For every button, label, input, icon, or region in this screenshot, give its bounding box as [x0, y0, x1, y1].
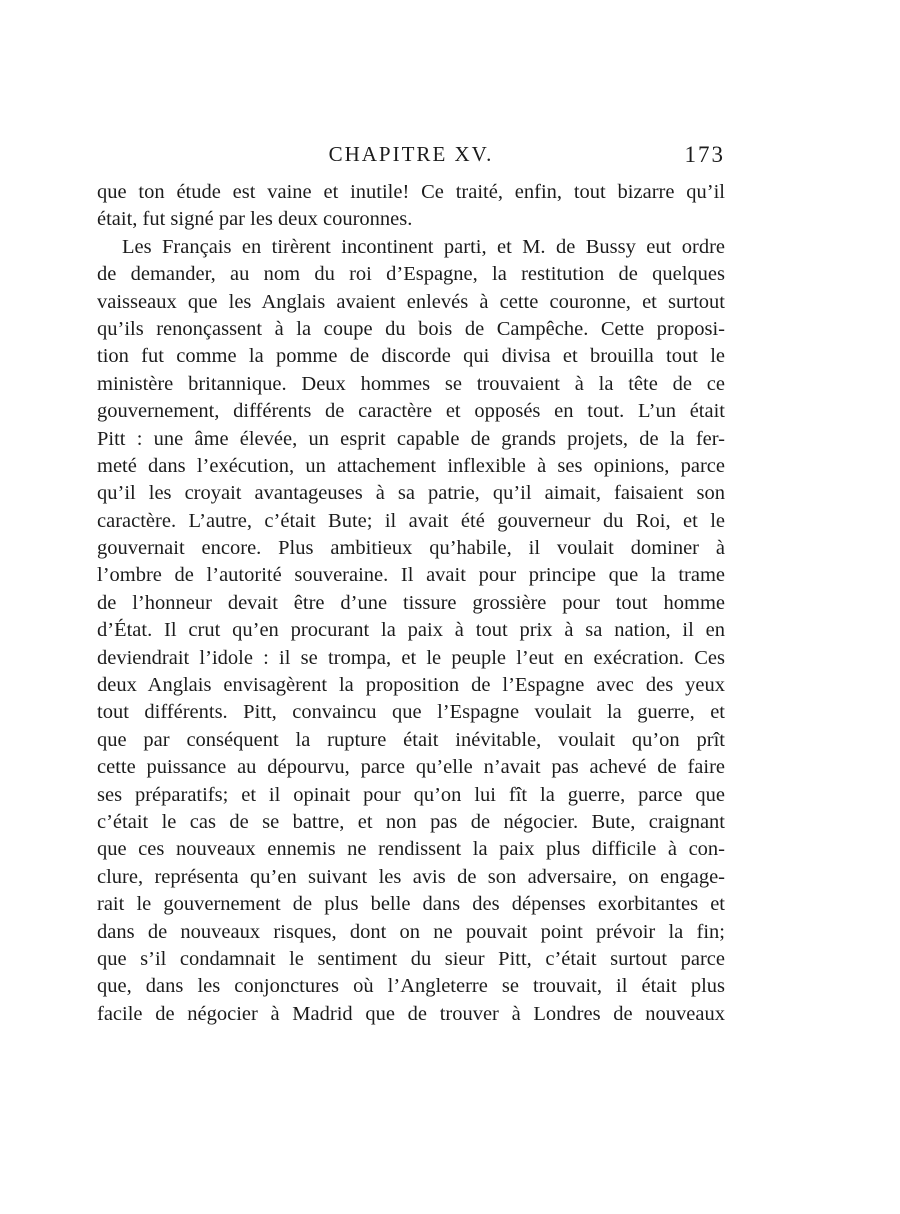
text-line: cette puissance au dépourvu, parce qu’elle n’avait pas achevé de faire: [97, 756, 725, 779]
text-line: qu’il les croyait avantageuses à sa patrie, qu’il aimait, faisaient son: [97, 482, 725, 505]
text-line: l’ombre de l’autorité souveraine. Il avait pour principe que la trame: [97, 564, 725, 587]
text-line: rait le gouvernement de plus belle dans des dépenses exorbitantes et: [97, 893, 725, 916]
chapter-title: CHAPITRE XV.: [328, 142, 494, 166]
text-line: gouvernait encore. Plus ambitieux qu’habile, il voulait dominer à: [97, 537, 725, 560]
text-line: clure, représenta qu’en suivant les avis de son adversaire, on engage-: [97, 865, 725, 888]
text-line: c’était le cas de se battre, et non pas de négocier. Bute, craignant: [97, 810, 725, 833]
text-line: de l’honneur devait être d’une tissure grossière pour tout homme: [97, 591, 725, 614]
text-line: facile de négocier à Madrid que de trouver à Londres de nouveaux: [97, 1002, 725, 1025]
page-number: 173: [684, 142, 725, 167]
text-line: vaisseaux que les Anglais avaient enlevés à cette couronne, et surtout: [97, 290, 725, 313]
text-line: Les Français en tirèrent incontinent parti, et M. de Bussy eut ordre: [122, 235, 725, 258]
text-line: ses préparatifs; et il opinait pour qu’on lui fît la guerre, parce que: [97, 783, 725, 806]
body-text: [97, 179, 725, 1028]
text-line: deux Anglais envisagèrent la proposition de l’Espagne avec des yeux: [97, 674, 725, 697]
text-line: Pitt : une âme élevée, un esprit capable de grands projets, de la fer-: [97, 427, 725, 450]
text-line: qu’ils renonçassent à la coupe du bois de Campêche. Cette proposi-: [97, 317, 725, 340]
text-line: que par conséquent la rupture était inévitable, voulait qu’on prît: [97, 728, 725, 751]
text-line: d’État. Il crut qu’en procurant la paix à tout prix à sa nation, il en: [97, 619, 725, 642]
text-line: gouvernement, différents de caractère et opposés en tout. L’un était: [97, 400, 725, 423]
text-line: que, dans les conjonctures où l’Angleterre se trouvait, il était plus: [97, 975, 725, 998]
text-line: ministère britannique. Deux hommes se trouvaient à la tête de ce: [97, 372, 725, 395]
text-line: caractère. L’autre, c’était Bute; il avait été gouverneur du Roi, et le: [97, 509, 725, 532]
text-line: deviendrait l’idole : il se trompa, et le peuple l’eut en exécration. Ces: [97, 646, 725, 669]
text-line: que ces nouveaux ennemis ne rendissent la paix plus difficile à con-: [97, 838, 725, 861]
text-line: que ton étude est vaine et inutile! Ce traité, enfin, tout bizarre qu’il: [97, 181, 725, 203]
text-line: tout différents. Pitt, convaincu que l’Espagne voulait la guerre, et: [97, 701, 725, 724]
running-head: [97, 142, 725, 172]
text-line: meté dans l’exécution, un attachement inflexible à ses opinions, parce: [97, 454, 725, 477]
text-line: tion fut comme la pomme de discorde qui divisa et brouilla tout le: [97, 345, 725, 368]
text-line: que s’il condamnait le sentiment du sieur Pitt, c’était surtout parce: [97, 947, 725, 970]
text-line: de demander, au nom du roi d’Espagne, la restitution de quelques: [97, 263, 725, 286]
text-line: était, fut signé par les deux couronnes.: [97, 208, 413, 231]
text-line: dans de nouveaux risques, dont on ne pouvait point prévoir la fin;: [97, 920, 725, 943]
